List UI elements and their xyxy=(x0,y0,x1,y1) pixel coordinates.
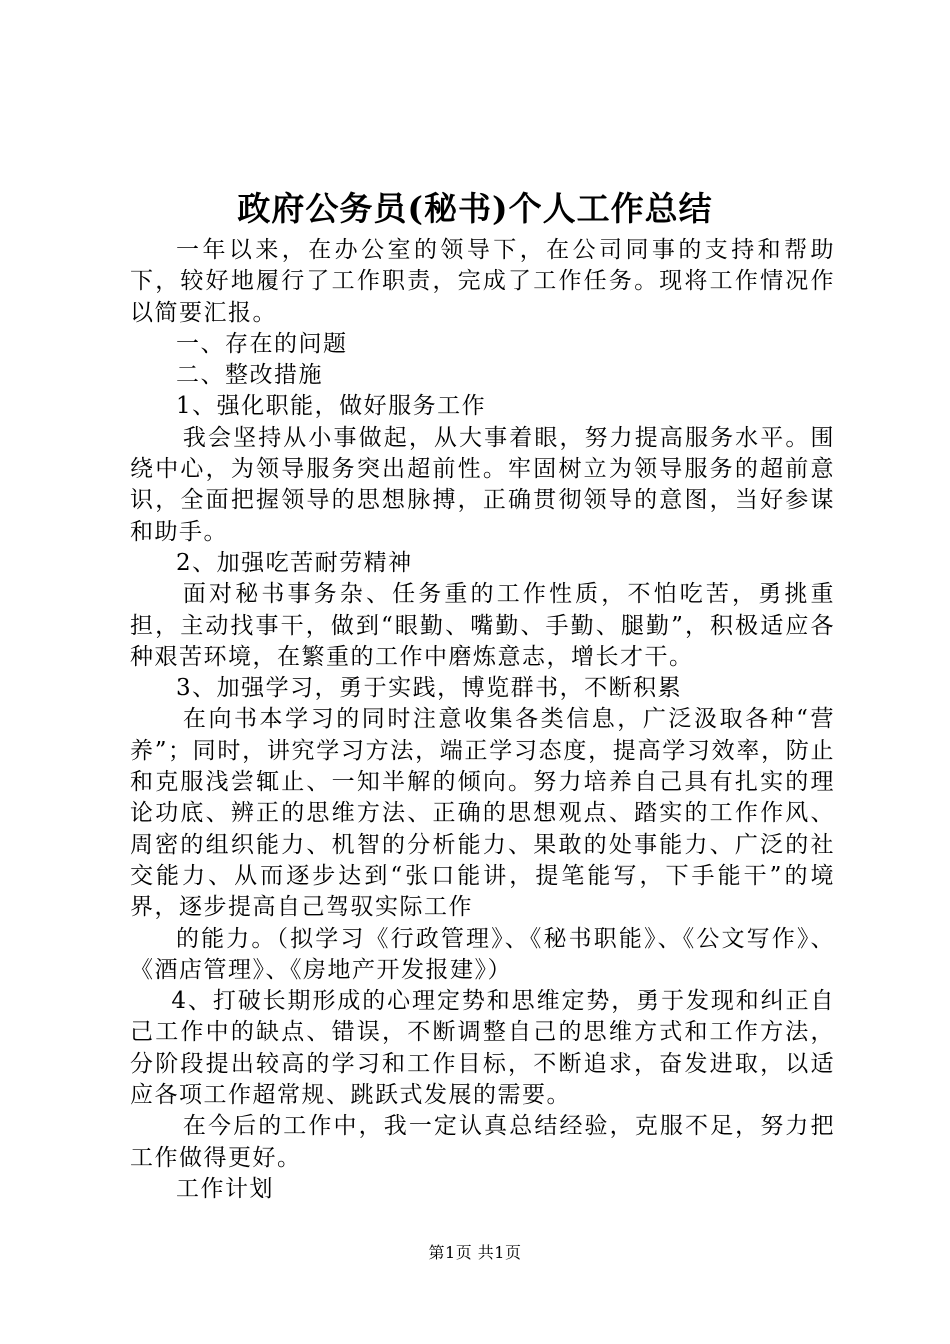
section-heading-measures: 二、整改措施 xyxy=(176,362,323,389)
subheading-2: 2、加强吃苦耐劳精神 xyxy=(176,549,413,576)
paragraph-learning: 在向书本学习的同时注意收集各类信息，广泛汲取各种“营养”；同时，讲究学习方法，端正学习态度，提高学习效率，防止和克服浅尝辄止、一知半解的倾向。努力培养自己具有扎实的理论功底、辨正的思维方法、正确的思想观点、踏实的工作作风、周密的组织能力、机智的分析能力、果敢的处事能力、广泛的社交能力、从而逐步达到“张口能讲，提笔能写，下手能干”的境界，逐步提高自己驾驭实际工作 xyxy=(130,706,835,921)
paragraph-item-4: 4、打破长期形成的心理定势和思维定势，勇于发现和纠正自己工作中的缺点、错误，不断调整自己的思维方式和工作方法，分阶段提出较高的学习和工作目标，不断追求，奋发进取，以适应各项工作超常规、跳跃式发展的需要。 xyxy=(130,988,835,1109)
paragraph-learning-continued: 的能力。（拟学习《行政管理》、《秘书职能》、《公文写作》、《酒店管理》、《房地产开发报建》） xyxy=(130,925,835,983)
subheading-1: 1、强化职能，做好服务工作 xyxy=(176,393,487,420)
section-heading-problems: 一、存在的问题 xyxy=(176,330,348,357)
work-plan-heading: 工作计划 xyxy=(176,1175,274,1202)
page-number: 第1页 共1页 xyxy=(428,1243,522,1262)
paragraph-service: 我会坚持从小事做起，从大事着眼，努力提高服务水平。围绕中心，为领导服务突出超前性。牢固树立为领导服务的超前意识，全面把握领导的思想脉搏，正确贯彻领导的意图，当好参谋和助手。 xyxy=(130,424,835,545)
paragraph-hardwork: 面对秘书事务杂、任务重的工作性质，不怕吃苦，勇挑重担，主动找事干，做到“眼勤、嘴勤、手勤、腿勤”，积极适应各种艰苦环境，在繁重的工作中磨炼意志，增长才干。 xyxy=(130,581,835,670)
intro-paragraph: 一年以来，在办公室的领导下，在公司同事的支持和帮助下，较好地履行了工作职责，完成了工作任务。现将工作情况作以简要汇报。 xyxy=(130,237,835,326)
document-body xyxy=(130,235,835,1205)
paragraph-conclusion: 在今后的工作中，我一定认真总结经验，克服不足，努力把工作做得更好。 xyxy=(130,1113,835,1171)
subheading-3: 3、加强学习，勇于实践，博览群书，不断积累 xyxy=(176,675,683,702)
document-title: 政府公务员(秘书)个人工作总结 xyxy=(237,189,713,228)
